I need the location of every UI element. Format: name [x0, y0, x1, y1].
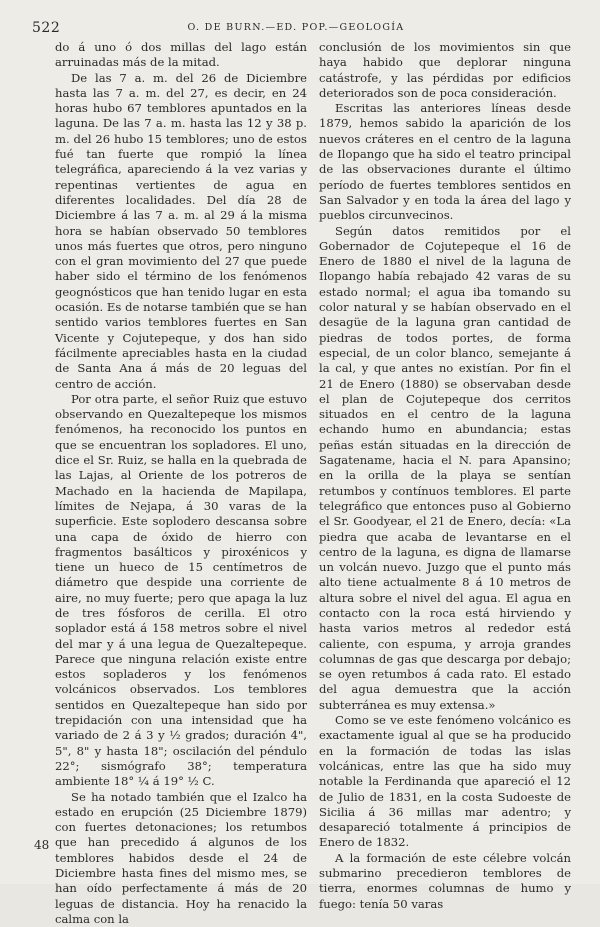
paragraph: do á uno ó dos millas del lago están arruinadas más de la mitad.: [55, 40, 307, 70]
paragraph: Escritas las anteriores líneas desde 1879, hemos sabido la aparición de los nuevos cráteres en el centro de la laguna de Ilopango que ha sido el teatro principal de las observaciones durante el último período de fuertes temblores sentidos en San Salvador y en toda la área del lago y pueblos circunvecinos.: [319, 101, 571, 223]
right-text-column: [319, 40, 571, 912]
page-number: 522: [32, 20, 61, 36]
running-head: O. DE BURN.—ED. POP.—GEOLOGÍA: [187, 22, 405, 33]
paragraph: Como se ve este fenómeno volcánico es exactamente igual al que se ha producido en la formación de todas las islas volcánicas, entre las que ha sido muy notable la Ferdinanda que apareció el 12 de Julio de 1831, en la costa Sudoeste de Sicilia á 36 millas mar adentro; y desapareció totalmente á principios de Enero de 1832.: [319, 713, 571, 850]
paragraph: Se ha notado también que el Izalco ha estado en erupción (25 Diciembre 1879) con fuertes detonaciones; los retumbos que han precedido á algunos de los temblores habidos desde el 24 de Diciembre hasta fines del mismo mes, se han oído perfectamente á más de 20 leguas de distancia. Hoy ha renacido la calma con la: [55, 789, 307, 926]
paragraph: conclusión de los movimientos sin que haya habido que deplorar ninguna catástrofe, y las pérdidas por edificios deteriorados son de poca consideración.: [319, 40, 571, 100]
left-text-column: [55, 40, 307, 927]
printer-signature: 48: [34, 838, 50, 852]
paragraph: Por otra parte, el señor Ruiz que estuvo observando en Quezaltepeque los mismos fenómenos, ha reconocido los puntos en que se encuentran los sopladores. El uno, dice el Sr. Ruiz, se halla en la quebrada de las Lajas, al Oriente de los potreros de Machado en la hacienda de Mapilapa, límites de Nejapa, á 30 varas de la superficie. Este soplodero descansa sobre una capa de óxido de hierro con fragmentos basálticos y piroxénicos y tiene un hueco de 15 centímetros de diámetro que despide una corriente de aire, no muy fuerte; pero que apaga la luz de tres fósforos de cerilla. El otro soplador está á 158 metros sobre el nivel del mar y á una legua de Quezaltepeque. Parece que ninguna relación existe entre estos sopladeros y los fenómenos volcánicos observados. Los temblores sentidos en Quezaltepeque han sido por trepidación con una intensidad que ha variado de 2 á 3 y ½ grados; duración 4", 5", 8" y hasta 18"; oscilación del péndulo 22°; sismógrafo 38°; temperatura ambiente 18° ¼ á 19° ½ C.: [55, 391, 307, 789]
page-header: [32, 20, 560, 36]
paragraph: De las 7 a. m. del 26 de Diciembre hasta las 7 a. m. del 27, es decir, en 24 horas hubo 67 temblores apuntados en la laguna. De las 7 a. m. hasta las 12 y 38 p. m. del 26 hubo 15 temblores; uno de estos fué tan fuerte que rompió la línea telegráfica, apareciendo á la vez varias y repentinas vertientes de agua en diferentes localidades. Del día 28 de Diciembre á las 7 a. m. al 29 á la misma hora se habían observado 50 temblores unos más fuertes que otros, pero ninguno con el gran movimiento del 27 que puede haber sido el término de los fenómenos geognósticos que han tenido lugar en esta ocasión. Es de notarse también que se han sentido varios temblores fuertes en San Vicente y Cojutepeque, y dos han sido fácilmente apreciables hasta en la ciudad de Santa Ana á más de 20 leguas del centro de acción.: [55, 70, 307, 391]
paragraph: Según datos remitidos por el Gobernador de Cojutepeque el 16 de Enero de 1880 el nivel de la laguna de Ilopango había rebajado 42 varas de su estado normal; el agua iba tomando su color natural y se habían observado en el desagüe de la laguna gran cantidad de piedras de todos portes, de forma especial, de un color blanco, semejante á la cal, y que antes no existían. Por fin el 21 de Enero (1880) se observaban desde el plan de Cojutepeque dos cerritos situados en el centro de la laguna echando humo en abundancia; estas peñas están situadas en la dirección de Sagatename, hacia el N. para Apansino; en la orilla de la playa se sentían retumbos y contínuos temblores. El parte telegráfico que entonces puso al Gobierno el Sr. Goodyear, el 21 de Enero, decía: «La piedra que acaba de levantarse en el centro de la laguna, es digna de llamarse un volcán nuevo. Juzgo que el punto más alto tiene actualmente 8 á 10 metros de altura sobre el nivel del agua. El agua en contacto con la roca está hirviendo y hasta varios metros al rededor está caliente, con espuma, y arroja grandes columnas de gas que descarga por debajo; se oyen retumbos á cada rato. El estado del agua demuestra que la acción subterránea es muy extensa.»: [319, 223, 571, 712]
paragraph: A la formación de este célebre volcán submarino precedieron temblores de tierra, enormes columnas de humo y fuego: tenía 50 varas: [319, 850, 571, 911]
